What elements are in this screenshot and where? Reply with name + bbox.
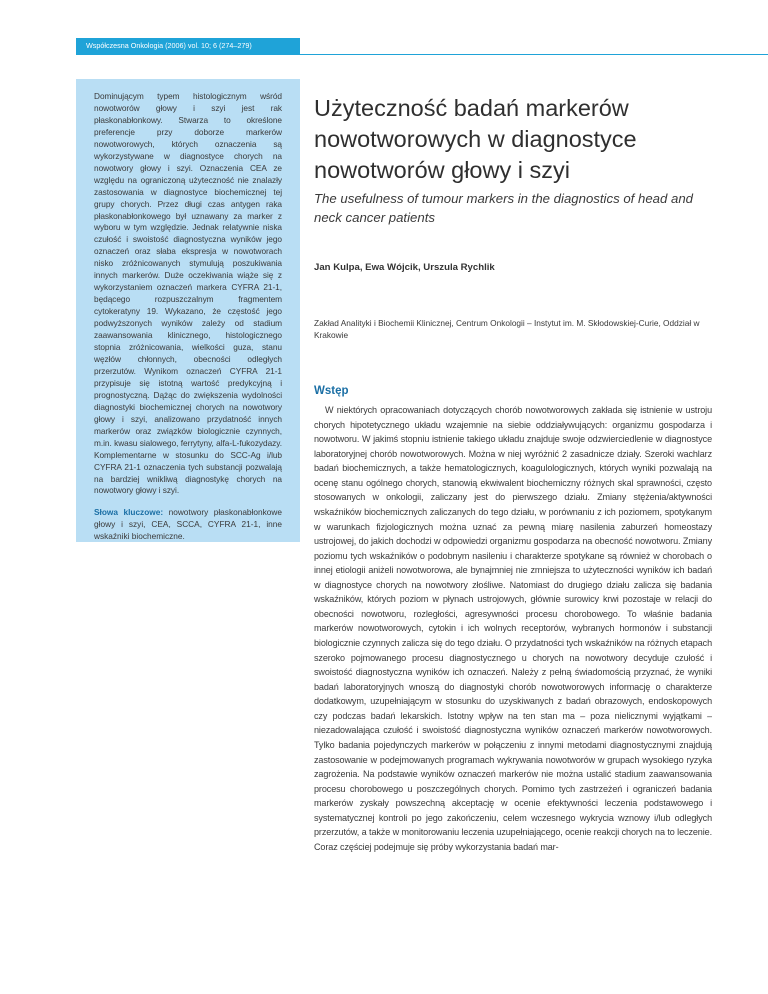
authors: Jan Kulpa, Ewa Wójcik, Urszula Rychlik	[314, 262, 495, 273]
abstract-text: Dominującym typem histologicznym wśród nowotworów głowy i szyi jest rak płaskonabłonkowy. Stwarza to określone preferencje przy doborze markerów nowotworowych, których oznaczenia są wykorzystywane w diagnostyce chorych na nowotwory głowy i szyi. Oznaczenia CEA ze względu na ograniczoną użyteczność nie znalazły zastosowania w diagnostyce biochemicznej tej grupy chorych. Przez długi czas antygen raka płaskonabłonkowego był uznawany za marker z wyboru w tym względzie. Jednak relatywnie niska czułość i swoistość diagnostyczna wyników jego oznaczeń oraz słaba ekspresja w nowotworach nisko zróżnicowanych stymulują poszukiwania innych markerów. Duże oczekiwania wiąże się z wykorzystaniem oznaczeń markera CYFRA 21-1, będącego rozpuszczalnym fragmentem cytokeratyny 19. Wykazano, że częstość jego podwyższonych wyników zależy od stadium zaawansowania klinicznego, histologicznego stopnia zróżnicowania, wielkości guza, stanu węzłów chłonnych, obecności odległych przerzutów. Wynikom oznaczeń CYFRA 21-1 przypisuje się istotną wartość predykcyjną i prognostyczną. Dążąc do zwiększenia wydolności diagnostyki biochemicznej chorych na nowotwory głowy i szyi, analizowano przydatność innych markerów oraz związków biologicznie czynnych, m.in. kwasu sialowego, ferrytyny, alfa-L-fukozydazy. Komplementarne w stosunku do SCC-Ag i/lub CYFRA 21-1 oznaczenia tych substancji pozwalają na bardziej wnikliwą diagnostykę chorych na nowotwory głowy i szyi.	[94, 91, 282, 496]
journal-citation-bar	[76, 38, 300, 54]
article-subtitle-english: The usefulness of tumour markers in the diagnostics of head and neck cancer patients	[314, 191, 693, 225]
affiliation: Zakład Analityki i Biochemii Klinicznej, Centrum Onkologii – Instytut im. M. Skłodowskiej-Curie, Oddział w Krakowie	[314, 318, 700, 340]
journal-citation: Współczesna Onkologia (2006) vol. 10; 6 (274–279)	[86, 41, 252, 50]
keywords	[94, 507, 282, 543]
article-title: Użyteczność badań markerów nowotworowych w diagnostyce nowotworów głowy i szyi	[314, 95, 637, 183]
body-paragraph: W niektórych opracowaniach dotyczących chorób nowotworowych zakłada się istnienie w ustroju chorych hipotetycznego układu wzajemnie na siebie oddziaływujących: organizmu gospodarza i nowotworu. W jakimś stopniu istnienie takiego układu znajduje swoje odzwierciedlenie w diagnostyce laboratoryjnej chorób nowotworowych. Można w niej wyróżnić 2 zasadnicze działy. Szeroki wachlarz badań biochemicznych, a także hematologicznych, koagulologicznych, których wyniki pozwalają na ocenę stanu ogólnego chorych, stanowią ekwiwalent biochemiczny różnych skal sprawności, często stosowanych w onkologii, zaliczany jest do pierwszego działu. Zmiany stężenia/aktywności wskaźników biochemicznych zaliczanych do tego działu, w porównaniu z ich poziomem, spotykanym w warunkach fizjologicznych można uznać za pewną miarę nasilenia zaburzeń homeostazy ustrojowej, do jakich dochodzi w odpowiedzi organizmu gospodarza na obecność nowotworu. Zmiany poziomu tych wskaźników o podobnym nasileniu i charakterze spotykane są również w chorobach o innej etiologii aniżeli nowotworowa, ale bynajmniej nie zmniejsza to użyteczności wyników ich badań w diagnostyce chorych na nowotwory złośliwe. Natomiast do drugiego działu zalicza się badania wskaźników, których poziom w płynach ustrojowych, głównie surowicy krwi pozostaje w relacji do obecności nowotworu, rozległości, agresywności procesu chorobowego. To właśnie badania markerów nowotworowych, cytokin i ich wolnych receptorów, wybranych hormonów i substancji biologicznie czynnych zalicza się do tego działu. O przydatności tych wskaźników na różnych etapach szeroko pojmowanego procesu diagnostycznego u chorych na nowotwory decyduje czułość i swoistość diagnostyczna wyników ich oznaczeń. Należy z pełną świadomością przyznać, że wyniki badań laboratoryjnych wnoszą do diagnostyki chorób nowotworowych informację o charakterze dodatkowym, uzupełniającym w stosunku do uzyskiwanych z badań obrazowych, endoskopowych czy podczas badań lekarskich. Istotny wpływ na ten stan ma – poza nielicznymi wyjątkami – niezadowalająca czułość i swoistość diagnostyczna wyników oznaczeń markerów nowotworowych. Tylko badania pojedynczych markerów w połączeniu z innymi metodami diagnostycznymi znajdują zastosowanie w podejmowanych programach wykrywania nowotworów w grupach wysokiego ryzyka zagrożenia. Na podstawie wyników oznaczeń markerów nie można ustalić stadium zaawansowania procesu chorobowego u poszczególnych chorych. Pomimo tych zastrzeżeń i ograniczeń badania markerów zyskały powszechną akceptację w ocenie efektywności leczenia podstawowego i systematycznej kontroli po jego zakończeniu, celem wczesnego wykrycia wznowy i/lub odległych przerzutów, a także w monitorowaniu leczenia uzupełniającego, ocenie reakcji chorych na to leczenie. Coraz częściej podejmuje się próby wykorzystania badań mar-	[314, 405, 712, 852]
abstract-box	[76, 79, 300, 542]
header-rule	[76, 54, 768, 55]
keywords-list: nowotwory płaskonabłonkowe głowy i szyi, CEA, SCCA, CYFRA 21-1, inne wskaźniki biochemiczne.	[94, 507, 282, 542]
section-heading-introduction: Wstęp	[314, 385, 349, 397]
keywords-label: Słowa kluczowe:	[94, 507, 164, 518]
